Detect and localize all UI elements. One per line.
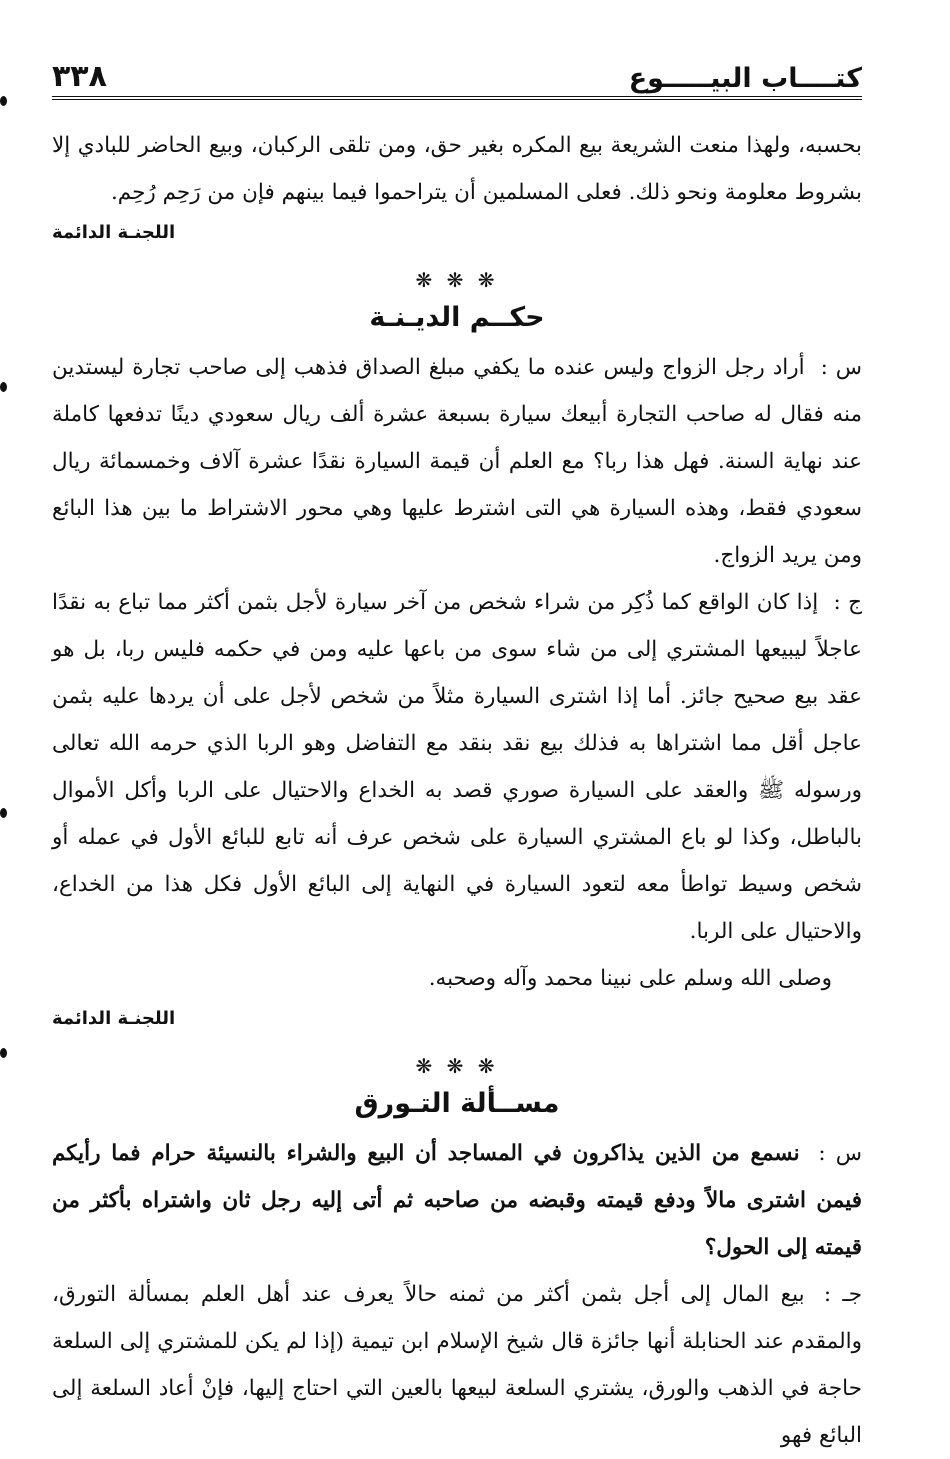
book-title: كتــــاب البيـــــوع — [628, 63, 862, 94]
scan-edge-mark — [0, 808, 7, 818]
scan-edge-mark — [0, 382, 7, 392]
page-number: ٣٣٨ — [52, 59, 107, 94]
divider-stars: ❋ ❋ ❋ — [415, 268, 499, 292]
scan-edge-mark — [0, 1048, 7, 1058]
section2-title: حكــم الديـنـة — [369, 302, 545, 333]
section3-title: مســألة التـورق — [354, 1088, 560, 1119]
answer-marker: ج : — [833, 590, 862, 615]
section2-signature: اللجنـة الدائمة — [52, 1008, 176, 1029]
section1-signature: اللجنـة الدائمة — [52, 222, 176, 243]
question-marker: س : — [820, 355, 862, 380]
answer-text: إذا كان الواقع كما ذُكِر من شراء شخص من آخر سيارة لأجل بثمن أكثر مما تباع به نقدًا عاجلاً ليبيعها المشتري إلى من شاء سوى من باعها عليه ومن في حكمه فليس ربا، بل هو عقد بيع صحيح جائز. أما إذا اشترى السيارة مثلاً من شخص لأجل على أن يردها عليه بثمن عاجل أقل مما اشتراها به فذلك بيع نقد بنقد مع التفاضل وهو الربا الذي حرمه الله تعالى ورسوله ﷺ والعقد على السيارة صوري قصد به الخداع والاحتيال على الربا وأكل الأموال بالباطل، وكذا لو باع المشتري السيارة على شخص عرف أنه تابع للبائع الأول في عمله أو شخص وسيط تواطأ معه لتعود السيارة في النهاية إلى البائع الأول فكل هذا من الخداع، والاحتيال على الربا. — [52, 590, 862, 944]
divider-stars: ❋ ❋ ❋ — [415, 1054, 499, 1078]
answer-text: بيع المال إلى أجل بثمن أكثر من ثمنه حالاً يعرف عند أهل العلم بمسألة التورق، والمقدم عند الحنابلة أنها جائزة قال شيخ الإسلام ابن تيمية (إذا لم يكن للمشتري إلى السلعة حاجة في الذهب والورق، يشتري السلعة لبيعها بالعين التي احتاج إليها، فإنْ أعاد السلعة إلى البائع فهو — [52, 1282, 862, 1448]
question-text: أراد رجل الزواج وليس عنده ما يكفي مبلغ الصداق فذهب إلى صاحب تجارة ليستدين منه فقال له صاحب التجارة أبيعك سيارة بسبعة عشرة ألف ريال سعودي دينًا تدفعها كاملة عند نهاية السنة. فهل هذا ربا؟ مع العلم أن قيمة السيارة نقدًا عشرة آلاف وخمسمائة ريال سعودي فقط، وهذه السيارة هي التى اشترط عليها وهي محور الاشتراط ما بين هذا البائع ومن يريد الزواج. — [52, 355, 862, 568]
section3-question — [52, 1130, 862, 1271]
scan-edge-mark — [0, 96, 7, 106]
page-content — [52, 122, 862, 1459]
question-marker: س : — [818, 1141, 862, 1166]
section1-paragraph: بحسبه، ولهذا منعت الشريعة بيع المكره بغير حق، ومن تلقى الركبان، وبيع الحاضر للبادي إلا بشروط معلومة ونحو ذلك. فعلى المسلمين أن يتراحموا فيما بينهم فإن من رَحِم رُحِم. — [52, 133, 862, 205]
page-header — [52, 50, 862, 100]
section2-question — [52, 344, 862, 579]
section2-answer — [52, 579, 862, 955]
question-text: نسمع من الذين يذاكرون في المساجد أن البيع والشراء بالنسيئة حرام فما رأيكم فيمن اشترى مالاً ودفع قيمته وقبضه من صاحبه ثم أتى إليه رجل ثان واشتراه بأكثر من قيمته إلى الحول؟ — [52, 1141, 862, 1260]
answer-marker: جـ : — [823, 1282, 863, 1307]
section2-closing: وصلى الله وسلم على نبينا محمد وآله وصحبه. — [428, 966, 832, 991]
section3-answer — [52, 1271, 862, 1459]
